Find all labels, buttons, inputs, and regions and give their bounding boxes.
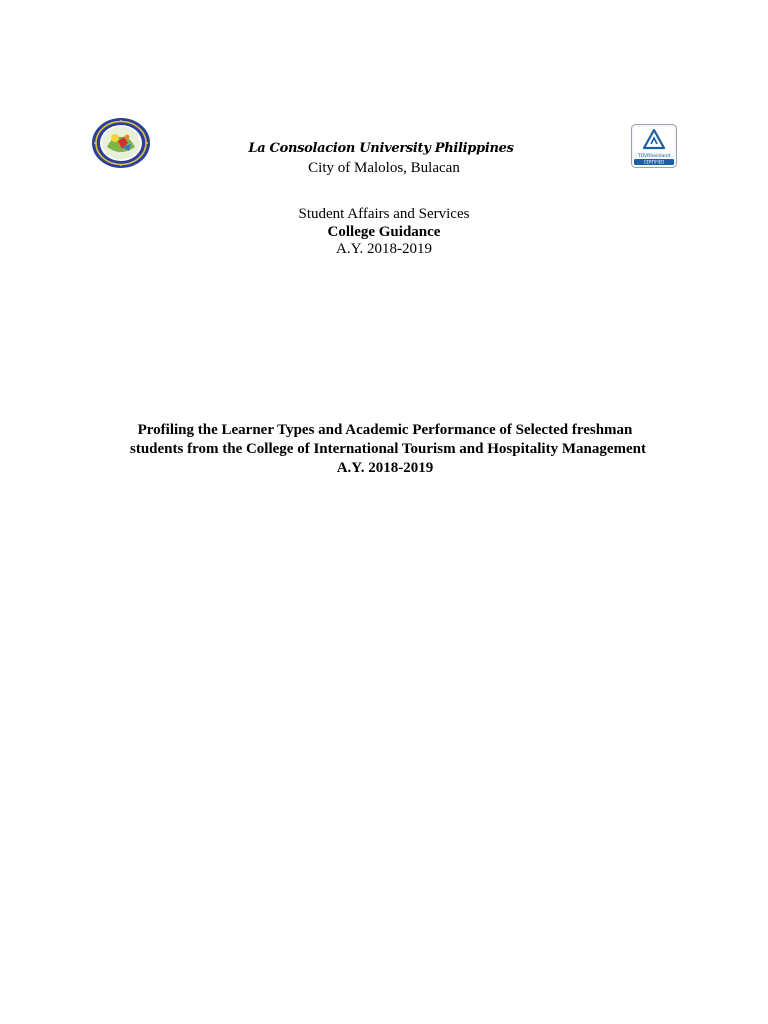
unit-name: College Guidance: [327, 223, 441, 240]
letterhead: [0, 140, 768, 177]
office-academic-year: A.Y. 2018-2019: [336, 241, 432, 257]
cert-label: CERTIFIED: [643, 159, 665, 165]
title-line-2: students from the College of International Tourism and Hospitality Management: [130, 441, 646, 457]
university-name: La Consolacion University Philippines: [248, 141, 514, 156]
department-name: Student Affairs and Services: [298, 206, 470, 222]
document-title: [130, 421, 646, 478]
title-line-1: Profiling the Learner Types and Academic Performance of Selected freshman: [137, 422, 633, 438]
office-block: [0, 206, 768, 259]
cert-brand-label: TÜVRheinland: [637, 154, 671, 159]
city-address: City of Malolos, Bulacan: [308, 160, 460, 176]
title-line-3: A.Y. 2018-2019: [336, 460, 434, 476]
